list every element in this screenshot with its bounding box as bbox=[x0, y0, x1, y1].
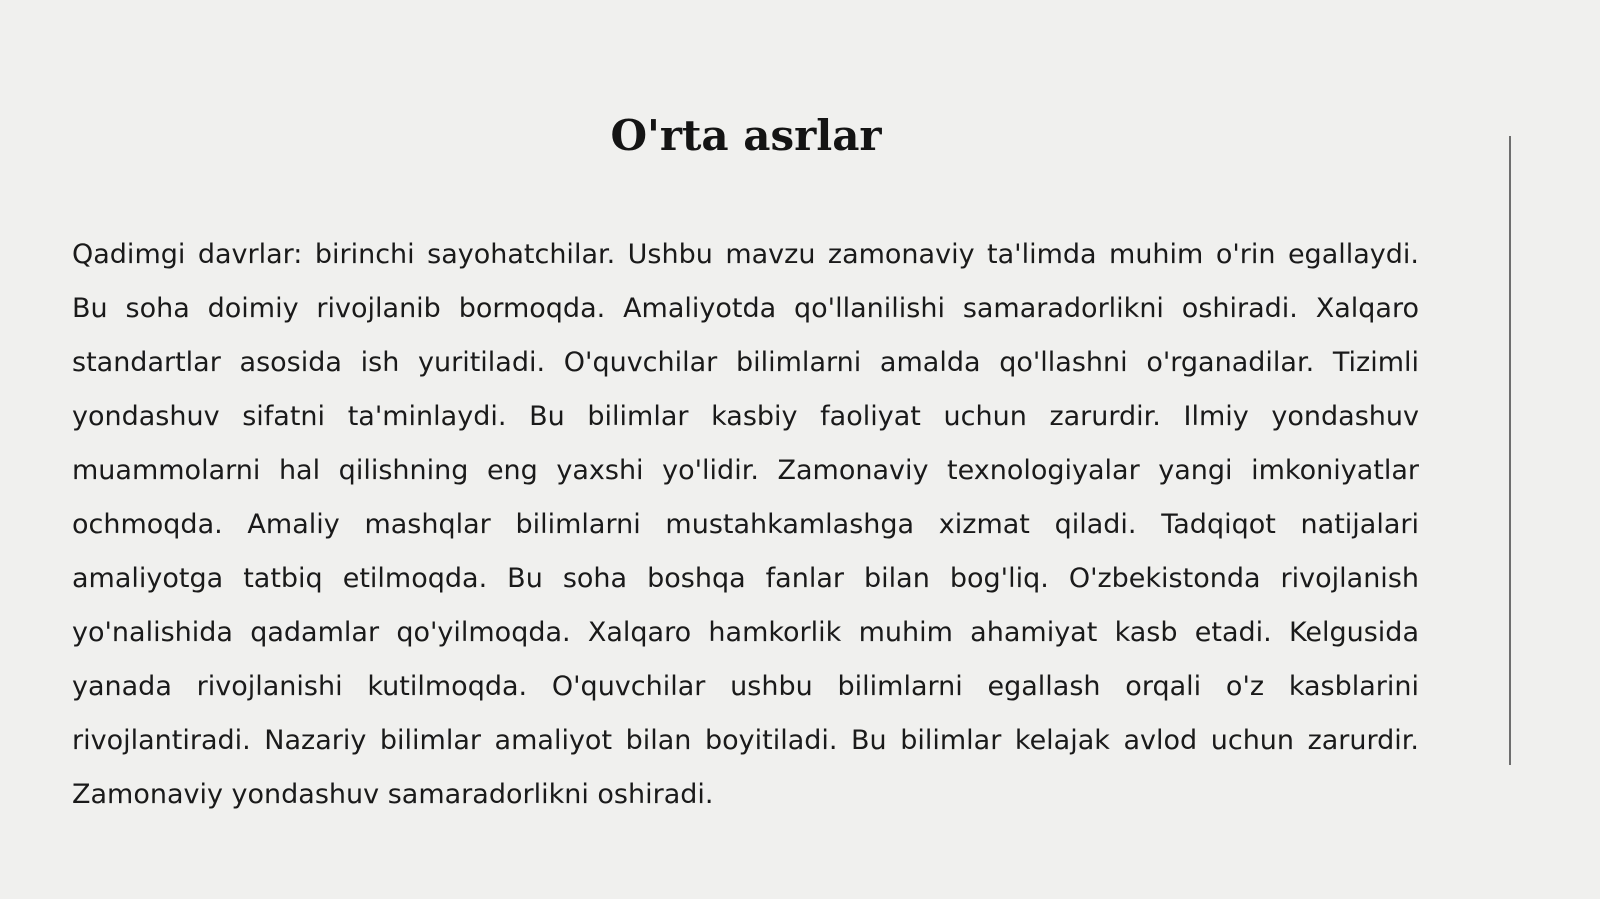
vertical-divider bbox=[1509, 136, 1511, 765]
slide-title: O'rta asrlar bbox=[610, 111, 882, 160]
slide-body-text: Qadimgi davrlar: birinchi sayohatchilar. Ushbu mavzu zamonaviy ta'limda muhim o'rin egallaydi. Bu soha doimiy rivojlanib bormoqda. Amaliyotda qo'llanilishi samaradorlikni oshiradi. Xalqaro standartlar asosida ish yuritiladi. O'quvchilar bilimlarni amalda qo'llashni o'rganadilar. Tizimli yondashuv sifatni ta'minlaydi. Bu bilimlar kasbiy faoliyat uchun zarurdir. Ilmiy yondashuv muammolarni hal qilishning eng yaxshi yo'lidir. Zamonaviy texnologiyalar yangi imkoniyatlar ochmoqda. Amaliy mashqlar bilimlarni mustahkamlashga xizmat qiladi. Tadqiqot natijalari amaliyotga tatbiq etilmoqda. Bu soha boshqa fanlar bilan bog'liq. O'zbekistonda rivojlanish yo'nalishida qadamlar qo'yilmoqda. Xalqaro hamkorlik muhim ahamiyat kasb etadi. Kelgusida yanada rivojlanishi kutilmoqda. O'quvchilar ushbu bilimlarni egallash orqali o'z kasblarini rivojlantiradi. Nazariy bilimlar amaliyot bilan boyitiladi. Bu bilimlar kelajak avlod uchun zarurdir. Zamonaviy yondashuv samaradorlikni oshiradi. bbox=[72, 239, 1419, 810]
